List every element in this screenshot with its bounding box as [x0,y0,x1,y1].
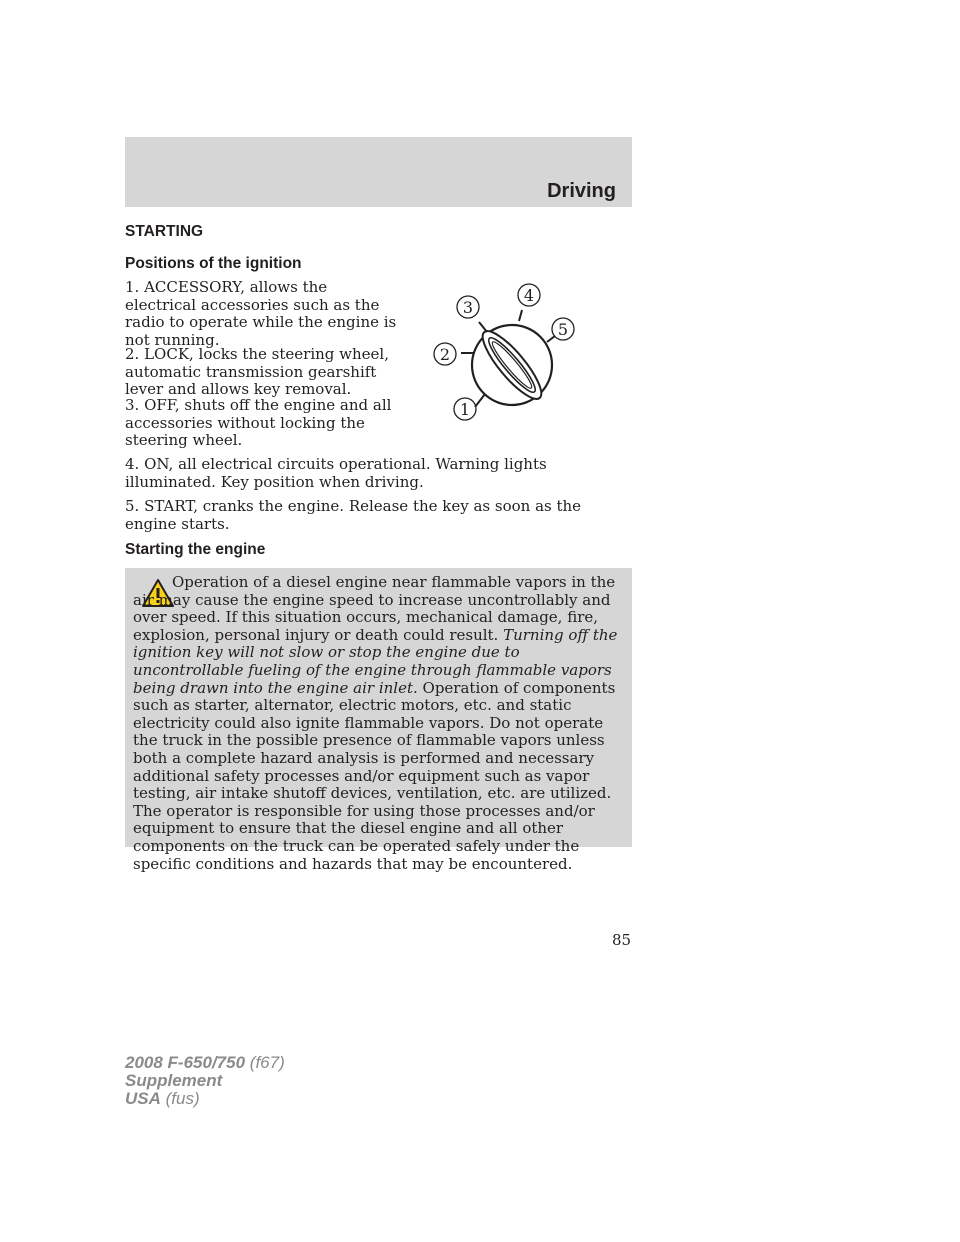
warning-text [133,574,625,873]
ignition-diagram [425,278,575,428]
footer-doc: Supplement [125,1071,223,1090]
position-4-text: 4. ON, all electrical circuits operational. Warning lights illuminated. Key position when driving. [125,455,547,491]
starting-engine-heading: Starting the engine [125,541,266,558]
position-label-3: 3 [462,298,474,317]
warning-text-part-1: Operation of a diesel engine near flammable vapors in the air may cause the engine speed to increase uncontrollably and over speed. If this situation occurs, mechanical damage, fire, explosion, personal injury or death could result. [133,573,616,644]
ignition-switch-icon [425,278,575,428]
footer-model: 2008 F-650/750 [125,1053,246,1072]
position-3-text: 3. OFF, shuts off the engine and all accessories without locking the steering wheel. [125,396,392,450]
position-label-2: 2 [439,345,451,364]
warning-text-part-2: Operation of components such as starter, alternator, electric motors, etc. and static electricity could also ignite flammable vapors. Do not operate the truck in the possible presence of flammable vapors unless both a complete hazard analysis is performed and necessary additional safety processes and/or equipment such as vapor testing, air intake shutoff devices, ventilation, etc. are utilized. The operator is responsible for using those processes and/or equipment to ensure that the diesel engine and all other components on the truck can be operated safely under the specific conditions and hazards that may be encountered. [133,678,616,873]
subsection-heading: Positions of the ignition [125,255,302,272]
section-title: Driving [547,180,616,202]
page-number: 85 [612,931,632,949]
warning-box [125,568,632,873]
position-label-1: 1 [459,400,471,419]
header-band [125,137,632,207]
document-footer [125,1054,285,1108]
position-1-text: 1. ACCESSORY, allows the electrical accessories such as the radio to operate while the engine is not running. [125,278,397,349]
position-5-text: 5. START, cranks the engine. Release the key as soon as the engine starts. [125,497,582,533]
position-2-text: 2. LOCK, locks the steering wheel, automatic transmission gearshift lever and allows key removal. [125,345,389,399]
footer-model-code: (f67) [249,1053,285,1072]
footer-market: USA [125,1089,161,1108]
section-heading: STARTING [125,223,204,240]
position-label-5: 5 [557,320,569,339]
footer-market-code: (fus) [165,1089,200,1108]
warning-text-italic: Turning off the ignition key will not slow or stop the engine due to uncontrollable fueling of the engine through flammable vapors being drawn into the engine air inlet. [133,625,618,697]
position-label-4: 4 [523,286,535,305]
